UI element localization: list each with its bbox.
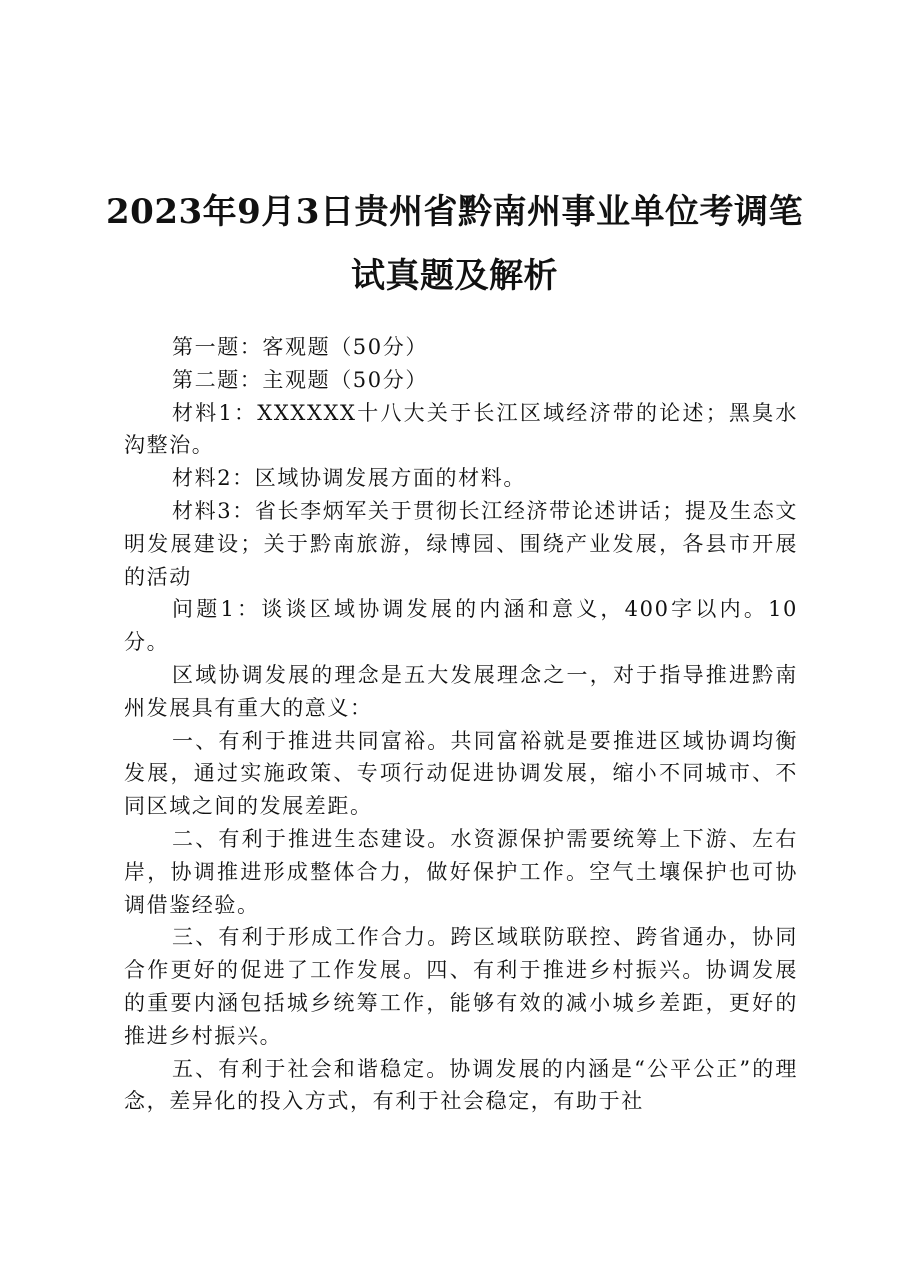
paragraph-point-1: 一、有利于推进共同富裕。共同富裕就是要推进区域协调均衡发展，通过实施政策、专项行动促进协调发展，缩小不同城市、不同区域之间的发展差距。 xyxy=(124,728,798,819)
document-body xyxy=(124,331,798,1118)
paragraph-point-2: 二、有利于推进生态建设。水资源保护需要统筹上下游、左右岸，协调推进形成整体合力，做好保护工作。空气土壤保护也可协调借鉴经验。 xyxy=(124,826,798,917)
title-line-1: 2023年9月3日贵州省黔南州事业单位考调笔 xyxy=(106,192,803,232)
paragraph-subjective-section: 第二题：主观题（50分） xyxy=(172,367,428,392)
paragraph-material-3: 材料3：省长李炳军关于贯彻长江经济带论述讲话；提及生态文明发展建设；关于黔南旅游，绿博园、围绕产业发展，各县市开展的活动 xyxy=(124,498,798,589)
paragraph-material-1: 材料1：XXXXXX十八大关于长江区域经济带的论述；黑臭水沟整治。 xyxy=(124,400,798,458)
paragraph-answer-intro: 区域协调发展的理念是五大发展理念之一，对于指导推进黔南州发展具有重大的意义： xyxy=(124,662,798,720)
paragraph-point-5: 五、有利于社会和谐稳定。协调发展的内涵是“公平公正”的理念，差异化的投入方式，有利于社会稳定，有助于社 xyxy=(124,1056,798,1114)
paragraph-question-1: 问题1：谈谈区域协调发展的内涵和意义，400字以内。10分。 xyxy=(124,597,798,655)
document-title xyxy=(100,180,809,308)
title-line-2: 试真题及解析 xyxy=(351,256,558,296)
paragraph-material-2: 材料2：区域协调发展方面的材料。 xyxy=(172,466,526,491)
paragraph-objective-section: 第一题：客观题（50分） xyxy=(172,335,428,359)
paragraph-point-3-4: 三、有利于形成工作合力。跨区域联防联控、跨省通办，协同合作更好的促进了工作发展。四、有利于推进乡村振兴。协调发展的重要内涵包括城乡统筹工作，能够有效的减小城乡差距，更好的推进乡村振兴。 xyxy=(124,925,798,1048)
